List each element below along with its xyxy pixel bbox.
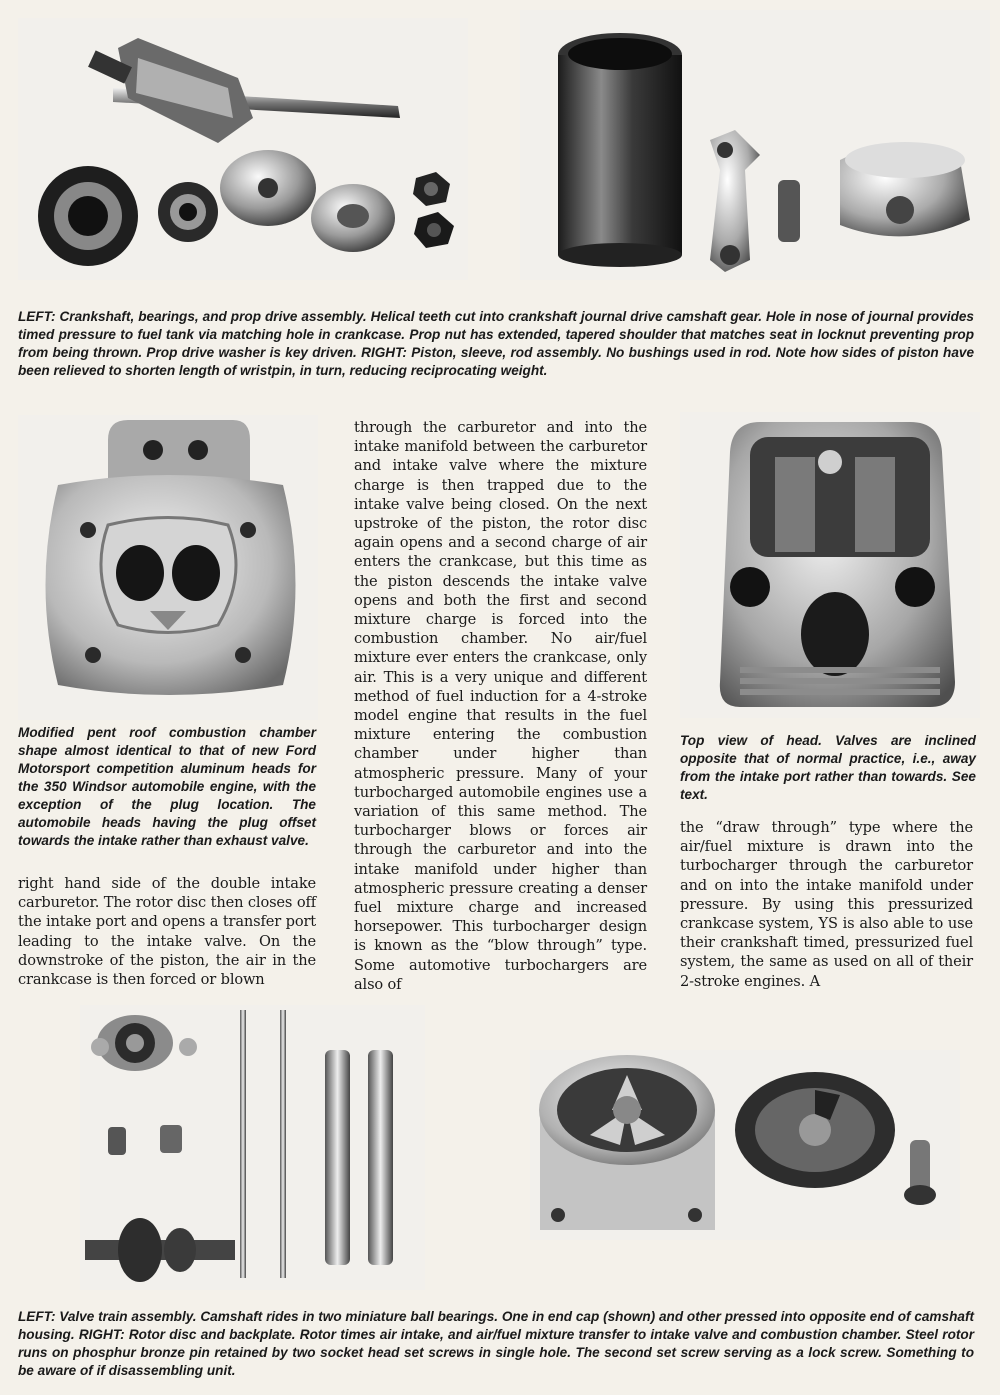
top-caption: LEFT: Crankshaft, bearings, and prop drive assembly. Helical teeth cut into crankshaft journal drive camshaft gear. Hole in nose of journal provides timed pressure to fuel tank via matching hole in crankcase. Prop nut has extended, tapered shoulder that matches seat in locknut preventing prop from being thrown. Prop drive washer is key driven. RIGHT: Piston, sleeve, rod assembly. No bushings used in rod. Note how sides of piston have been relieved to shorten length of wristpin, in turn, reducing reciprocating weight. [18,309,974,378]
rotor-disc-backplate-photo [530,1050,960,1240]
crankshaft-assembly-photo [18,18,468,280]
right-column-text: the “draw through” type where the air/fuel mixture is drawn into the turbocharger through the carburetor and on into the intake manifold under pressure. By using this pressurized crankcase system, YS is also able to use their crankshaft timed, pressurized fuel system, the same as used on all of their 2-stroke engines. A [680,819,973,990]
bottom-caption: LEFT: Valve train assembly. Camshaft rides in two miniature ball bearings. One in end cap (shown) and other pressed into opposite end of camshaft housing. RIGHT: Rotor disc and backplate. Rotor times air intake, and air/fuel mixture transfer to intake valve and combustion chamber. Steel rotor runs on phosphur bronze pin retained by two socket head set screws in single hole. The second set screw serving as a lock screw. Something to be aware of if disassembling unit. [18,1309,974,1378]
cylinder-head-top-photo [680,412,980,718]
middle-column-text: through the carburetor and into the intake manifold between the carburetor and intake valve where the mixture charge is then trapped due to the intake valve being closed. On the next upstroke of the piston, the rotor disc again opens and a second charge of air enters the crankcase, but this time as the piston descends the intake valve opens and both the first and second mixture charge is forced into the combustion chamber. No air/fuel mixture ever enters the crankcase, only air. This is a very unique and different method of fuel induction for a 4-stroke model engine that results in the fuel mixture entering the combustion chamber under higher than atmospheric pressure. Many of your turbocharged automobile engines use a variation of this same method. The turbocharger blows or forces air through the carburetor and into the intake manifold under higher than atmospheric pressure creating a denser fuel mixture charge and increased horsepower. This turbocharger design is known as the “blow through” type. Some automotive turbochargers are also of [354,419,647,993]
piston-sleeve-rod-photo [520,10,990,280]
left-column-text: right hand side of the double intake carburetor. The rotor disc then closes off the intake port and opens a transfer port leading to the intake valve. On the downstroke of the piston, the air in the crankcase is then forced or blown [18,875,316,989]
valve-train-photo [80,1005,425,1290]
combustion-chamber-photo [18,415,318,720]
middle-left-caption: Modified pent roof combustion chamber shape almost identical to that of new Ford Motorsport competition aluminum heads for the 350 Windsor automobile engine, with the exception of the plug location. The automobile heads having the plug offset towards the intake rather than exhaust valve. [18,725,316,848]
middle-right-caption: Top view of head. Valves are inclined opposite that of normal practice, i.e., away from the intake port rather than towards. See text. [680,733,976,802]
